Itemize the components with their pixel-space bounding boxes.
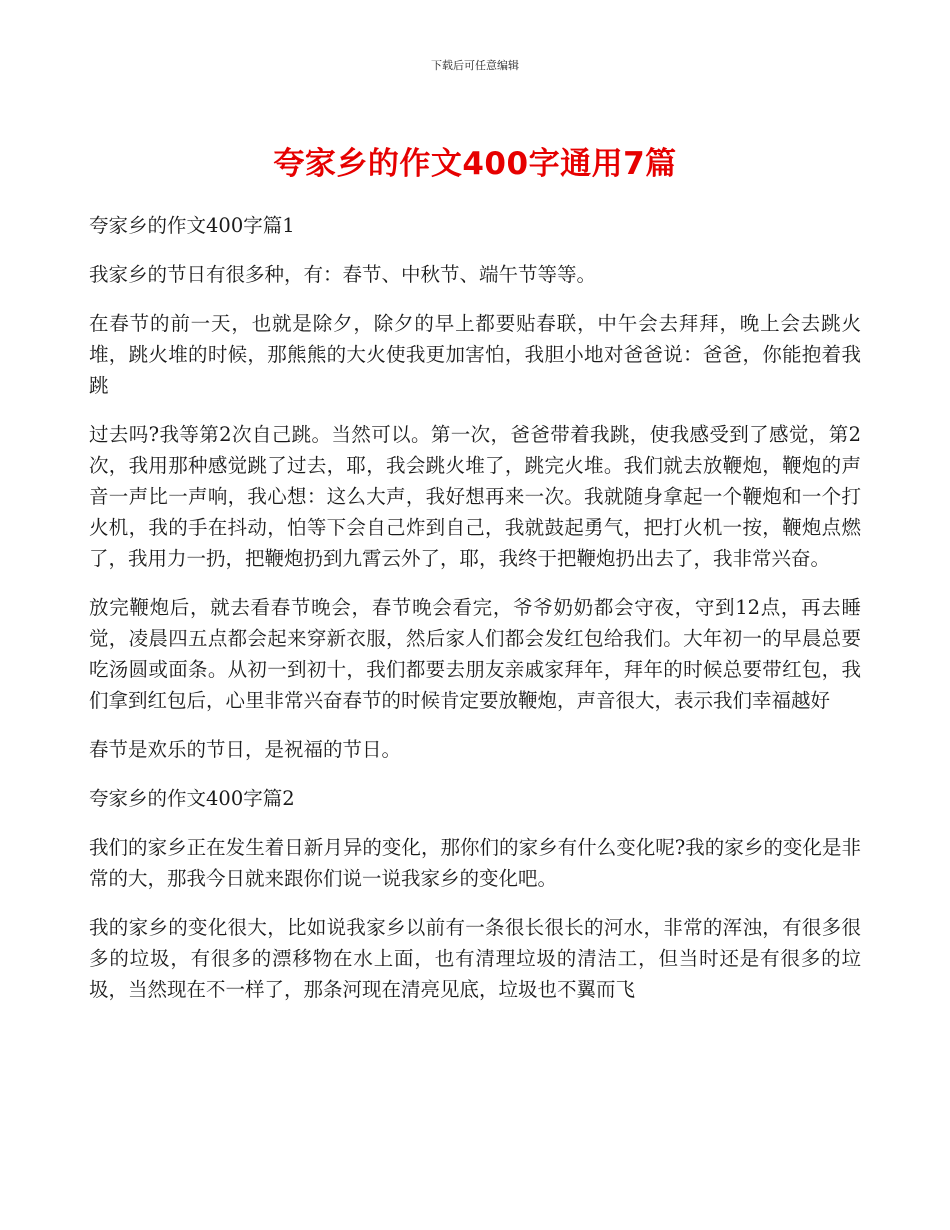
paragraph: 春节是欢乐的节日，是祝福的节日。 xyxy=(89,738,402,761)
section-heading-1: 夸家乡的作文400字篇1 xyxy=(89,214,295,237)
document-body xyxy=(89,210,861,1023)
paragraph: 放完鞭炮后，就去看春节晚会，春节晚会看完，爷爷奶奶都会守夜，守到12点，再去睡觉，凌晨四五点都会起来穿新衣服，然后家人们都会发红包给我们。大年初一的早晨总要吃汤圆或面条。从初一到初十，我们都要去朋友亲戚家拜年，拜年的时候总要带红包，我们拿到红包后，心里非常兴奋春节的时候肯定要放鞭炮，声音很大，表示我们幸福越好 xyxy=(89,596,861,712)
paragraph: 我的家乡的变化很大，比如说我家乡以前有一条很长很长的河水，非常的浑浊，有很多很多的垃圾，有很多的漂移物在水上面，也有清理垃圾的清洁工，但当时还是有很多的垃圾，当然现在不一样了，那条河现在清亮见底，垃圾也不翼而飞 xyxy=(89,916,861,1001)
paragraph: 我家乡的节日有很多种，有：春节、中秋节、端午节等等。 xyxy=(89,263,597,286)
paragraph: 我们的家乡正在发生着日新月异的变化，那你们的家乡有什么变化呢?我的家乡的变化是非常的大，那我今日就来跟你们说一说我家乡的变化吧。 xyxy=(89,836,861,890)
section-heading-2: 夸家乡的作文400字篇2 xyxy=(89,787,295,810)
document-title: 夸家乡的作文400字通用7篇 xyxy=(273,146,677,182)
paragraph: 在春节的前一天，也就是除夕，除夕的早上都要贴春联，中午会去拜拜，晚上会去跳火堆，跳火堆的时候，那熊熊的大火使我更加害怕，我胆小地对爸爸说：爸爸，你能抱着我跳 xyxy=(89,312,861,397)
paragraph: 过去吗?我等第2次自己跳。当然可以。第一次，爸爸带着我跳，使我感受到了感觉，第2次，我用那种感觉跳了过去，耶，我会跳火堆了，跳完火堆。我们就去放鞭炮，鞭炮的声音一声比一声响，我心想：这么大声，我好想再来一次。我就随身拿起一个鞭炮和一个打火机，我的手在抖动，怕等下会自己炸到自己，我就鼓起勇气，把打火机一按，鞭炮点燃了，我用力一扔，把鞭炮扔到九霄云外了，耶，我终于把鞭炮扔出去了，我非常兴奋。 xyxy=(89,423,861,570)
header-note: 下载后可任意编辑 xyxy=(431,59,519,72)
